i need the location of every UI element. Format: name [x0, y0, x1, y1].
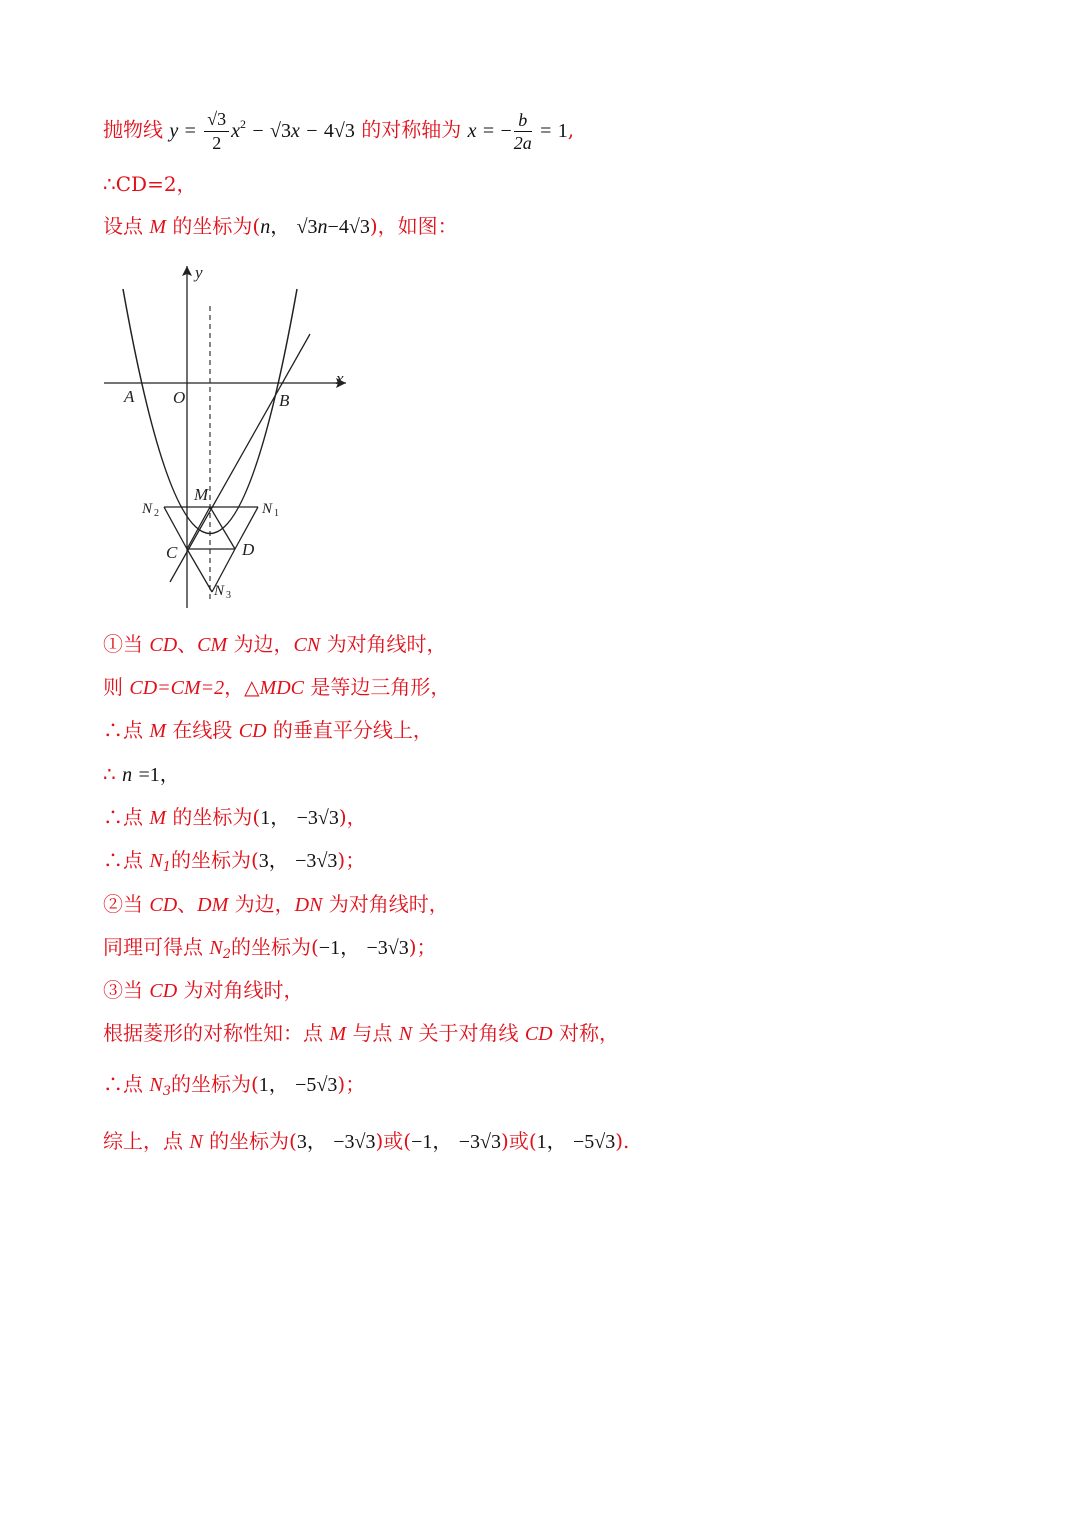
coef: −5	[295, 1074, 317, 1096]
label-a: A	[124, 387, 135, 406]
radicand: 3	[327, 1074, 338, 1096]
text: 与点	[352, 1021, 393, 1045]
minus: −	[306, 119, 318, 142]
text: ).	[615, 1129, 630, 1153]
seg-cd: CD	[149, 894, 178, 916]
radicand: 3	[491, 1131, 502, 1153]
var-n: n	[122, 764, 133, 786]
equation: CD=CM=2	[129, 677, 225, 699]
cd-equals-line	[103, 170, 197, 198]
var-x: x	[467, 119, 477, 142]
segment-m-d	[210, 507, 235, 549]
minus: −	[327, 216, 339, 238]
radicand: 3	[307, 216, 318, 238]
denominator: 2	[212, 133, 222, 153]
coef: −3	[366, 937, 388, 959]
var-x: x	[231, 119, 241, 142]
var-x: x	[291, 119, 300, 142]
fraction-sqrt3-over-2: $\frac{√3}{2}$	[204, 108, 229, 154]
label-m: M	[194, 485, 209, 504]
text: 的坐标为(	[209, 1129, 297, 1153]
rhombus-symmetry-line	[103, 1019, 619, 1048]
coef: −3	[458, 1131, 481, 1153]
text: 的坐标为(	[172, 805, 261, 829]
text: )；	[337, 1072, 366, 1096]
label-d: D	[242, 540, 255, 559]
triangle-mdc: MDC	[259, 677, 304, 699]
sep: ，	[432, 1129, 453, 1153]
text: )或(	[375, 1129, 412, 1153]
sep: ，	[306, 1129, 327, 1153]
text: 为边，	[234, 892, 295, 916]
case-2-line	[103, 890, 449, 919]
seg-cd: CD	[238, 720, 267, 742]
equals: =	[540, 119, 552, 142]
sep: ，	[268, 1072, 289, 1096]
var-m: M	[149, 720, 167, 742]
subscript: 3	[162, 1084, 171, 1099]
var-n: N	[149, 850, 163, 872]
text: 是等边三角形，	[310, 675, 451, 699]
label-y: y	[195, 263, 203, 282]
text: 的垂直平分线上，	[272, 718, 433, 742]
text: 关于对角线	[418, 1021, 519, 1045]
text: )或(	[501, 1129, 537, 1153]
case-1-line	[103, 630, 447, 659]
sep: ，	[340, 935, 361, 959]
comma: ,	[567, 117, 575, 142]
label-n2: N	[142, 501, 153, 517]
var-n: n	[260, 216, 271, 238]
sep: ，	[270, 214, 291, 238]
radicand: 3	[365, 1131, 376, 1153]
radicand: 3	[281, 119, 292, 142]
var-n: N	[189, 1131, 203, 1153]
coef: 4	[323, 119, 334, 142]
text: 同理可得点	[103, 935, 203, 959]
text: 则	[103, 675, 123, 699]
text: )；	[337, 848, 366, 872]
equals: =	[138, 764, 150, 786]
line-cb	[170, 334, 310, 582]
coef: −3	[295, 850, 317, 872]
m-coordinate-line: ∴点 M 的坐标为(1， −3√3)，	[103, 805, 367, 829]
equilateral-line	[103, 673, 450, 702]
text: )；	[408, 935, 437, 959]
n1-coordinate-line: ∴点 $N_1$的坐标为(3， −3√3)；	[103, 848, 366, 875]
seg-dm: DM	[197, 894, 229, 916]
text: 在线段	[172, 718, 233, 742]
text: 为对角线时，	[328, 892, 449, 916]
label-n1: N	[262, 501, 273, 517]
label-x: x	[336, 369, 344, 388]
perpendicular-bisector-line	[103, 716, 433, 745]
text: ②当	[103, 892, 143, 916]
subscript: 1	[162, 860, 171, 875]
text: 抛物线	[103, 117, 163, 142]
value: 1	[260, 807, 271, 829]
equals: =	[184, 119, 196, 142]
label-c: C	[166, 543, 178, 562]
coef: −3	[333, 1131, 355, 1153]
text: 为边，	[233, 632, 294, 656]
coef: −3	[296, 807, 318, 829]
numerator: b	[514, 109, 532, 132]
exponent: 2	[240, 116, 247, 131]
radicand: 3	[344, 119, 355, 142]
radicand: 3	[398, 937, 409, 959]
text: 的坐标为(	[170, 1072, 259, 1096]
value: −1	[411, 1131, 433, 1153]
text: )，如图：	[369, 214, 458, 238]
text: ∴CD=2，	[103, 172, 197, 196]
value: 1	[557, 119, 568, 142]
text: ∴点	[103, 805, 143, 829]
minus: −	[252, 119, 264, 142]
n-equals-line	[103, 760, 180, 789]
value: −1	[318, 937, 341, 959]
value: 3	[296, 1131, 307, 1153]
parabola-figure	[100, 256, 360, 616]
text: 、	[177, 632, 198, 656]
value: 1	[258, 1074, 269, 1096]
var-m: M	[149, 216, 167, 238]
axis-of-symmetry-line: 抛物线 y = $\frac{√3}{2}$ $x^2 - √3x - 4√3$ 的对称轴为 x = − $\frac{b}{2a}$ = 1,	[103, 109, 575, 153]
text: 为对角线时，	[326, 632, 447, 656]
radicand: 3	[327, 850, 338, 872]
var-m: M	[149, 807, 167, 829]
radicand: 3	[328, 807, 339, 829]
comma: ，	[159, 762, 180, 786]
radicand: 3	[605, 1131, 616, 1153]
var-n: N	[398, 1023, 413, 1045]
seg-cd: CD	[524, 1023, 553, 1045]
text: 的坐标为(	[172, 214, 261, 238]
text: ∴	[103, 762, 116, 786]
sep: ，	[270, 805, 291, 829]
sep: ，	[546, 1129, 567, 1153]
segment-m-c	[187, 507, 210, 549]
var-y: y	[169, 119, 179, 142]
segment-c-n3	[187, 549, 212, 592]
value: 1	[149, 764, 160, 786]
n3-coordinate-line: ∴点 $N_3$的坐标为(1， −5√3)；	[103, 1072, 366, 1099]
seg-cm: CM	[197, 634, 228, 656]
seg-cd: CD	[149, 980, 178, 1002]
text: 设点	[103, 214, 143, 238]
text: 综上，点	[103, 1129, 183, 1153]
text: ，△	[224, 675, 260, 699]
subscript: 2	[222, 947, 231, 962]
n2-coordinate-line: 同理可得点 $N_2$的坐标为(−1， −3√3)；	[103, 935, 437, 962]
label-b: B	[279, 391, 290, 410]
minus: −	[500, 119, 512, 142]
text: 根据菱形的对称性知：点	[103, 1021, 323, 1045]
text: ∴点	[103, 718, 143, 742]
label-o: O	[173, 388, 186, 407]
radicand: 3	[217, 109, 227, 129]
text: ①当	[103, 632, 143, 656]
fraction-b-over-2a	[514, 109, 532, 154]
set-point-m-line: 设点 M 的坐标为(n， √3n−4√3)，如图：	[103, 214, 458, 238]
text: 为对角线时，	[183, 978, 304, 1002]
text: 、	[177, 892, 198, 916]
text: 的坐标为(	[230, 935, 319, 959]
label-n3: N	[214, 583, 225, 599]
text: ③当	[103, 978, 143, 1002]
text: )，	[338, 805, 367, 829]
var-m: M	[329, 1023, 347, 1045]
var-n: N	[209, 937, 223, 959]
var-n: N	[149, 1074, 163, 1096]
seg-dn: DN	[294, 894, 323, 916]
label-n1-sub: 1	[274, 508, 279, 519]
text: 对称，	[558, 1021, 619, 1045]
text: 的坐标为(	[170, 848, 259, 872]
seg-cn: CN	[293, 634, 321, 656]
label-n3-sub: 3	[226, 590, 231, 601]
value: 1	[536, 1131, 547, 1153]
case-3-line	[103, 976, 304, 1005]
coef: 4	[338, 216, 349, 238]
var-n: n	[317, 216, 328, 238]
text: ∴点	[103, 1072, 143, 1096]
conclusion-line: 综上，点 N 的坐标为(3， −3√3)或(−1， −3√3)或(1， −5√3).	[103, 1129, 630, 1153]
denominator: 2a	[513, 132, 532, 153]
sep: ，	[268, 848, 289, 872]
label-n2-sub: 2	[154, 508, 159, 519]
value: 3	[258, 850, 269, 872]
seg-cd: CD	[149, 634, 178, 656]
text: ∴点	[103, 848, 143, 872]
radicand: 3	[359, 216, 370, 238]
text: 的对称轴为	[361, 117, 462, 142]
coef: −5	[572, 1131, 595, 1153]
equals: =	[482, 119, 495, 142]
